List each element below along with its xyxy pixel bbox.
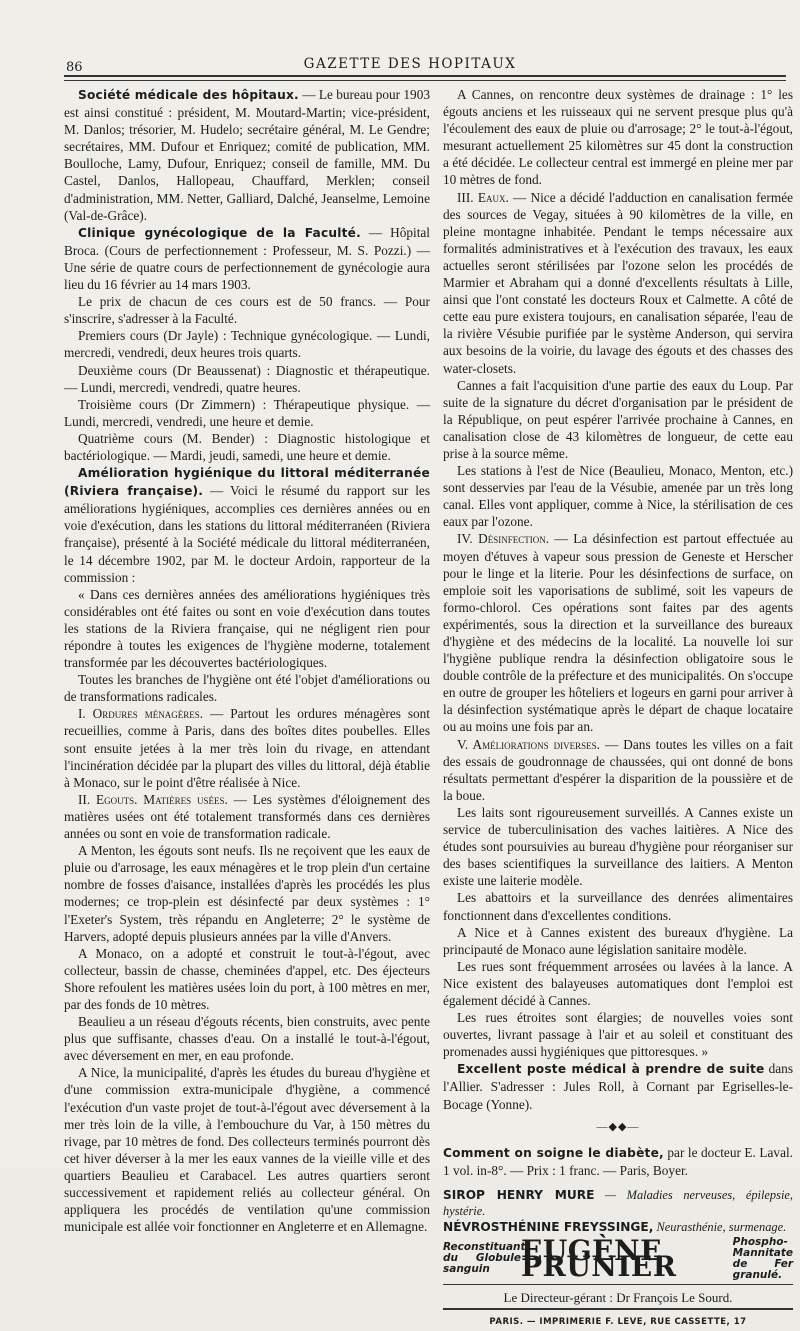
paragraph	[64, 791, 430, 842]
paragraph	[64, 705, 430, 790]
subsection-lead: V. Améliorations diverses.	[457, 736, 600, 752]
paragraph	[443, 1060, 793, 1112]
ad-text: Neurasthénie, surmenage.	[653, 1219, 787, 1234]
ad-text: — Maladies nerveuses, épilepsie, hystérie.	[443, 1187, 793, 1218]
paragraph-text: — Hôpital Broca. (Cours de perfectionnement : Professeur, M. S. Pozzi.) — Une série de quatre cours de perfectionnement de gynécologie aura lieu du 16 février au 14 mars 1903.	[64, 224, 430, 293]
ornament-separator: —◆◆—	[596, 1120, 640, 1133]
paragraph-text: — Partout les ordures ménagères sont recueillies, comme à Paris, dans des boîtes dites poubelles. Elles sont ensuite jetées à la mer très loin du rivage, en attendant l'incinération décidée par la plupart des villes du littoral, déjà établie à Monaco, sur le point d'être réalisée à Nice.	[64, 706, 430, 790]
paragraph	[443, 530, 793, 735]
paragraph: Cannes a fait l'acquisition d'une partie des eaux du Loup. Par suite de la signature du décret d'organisation par le président de la République, on peut espérer l'arrivée prochaine à Cannes, en canalisation close de 43 kilomètres de longueur, de cette eau prise à la source même.	[443, 377, 793, 461]
ad-text: Phospho-Mannitate de Fer granulé.	[732, 1235, 794, 1281]
paragraph: Troisième cours (Dr Zimmern) : Thérapeutique physique. — Lundi, mercredi, vendredi, une heure et demie.	[64, 396, 430, 429]
paragraph-text: — Le bureau pour 1903 est ainsi constitué : président, M. Moutard-Martin; vice-président, M. Danlos; trésorier, M. Hudelo; secrétaire général, M. Le Gendre; secrétaires, MM. Dufour et Enriquez; comité de publication, MM. Boulloche, Lamy, Dufour, Enriquez; conseil de famille, MM. Du Castel, Danlos, Hallopeau, Chauffard, Merklen; conseil d'administration, MM. Netter, Galliard, Dalché, Jeanselme, Lemoine (Val-de-Grâce).	[64, 87, 431, 223]
paragraph	[64, 86, 430, 224]
ad-text: Reconstituant du Globule sanguin	[443, 1241, 526, 1276]
paragraph: A Menton, les égouts sont neufs. Ils ne reçoivent que les eaux de pluie ou d'arrosage, les eaux ménagères et le trop plein d'un certaine nombre de fosses d'aisance, installées d'après les procédés les plus modernes; ce trop-plein est désinfecté par deux systèmes : 1° l'Exeter's System, très répandu en Angleterre; 2° le système de Harvers, adopté depuis plusieurs années par la ville d'Anvers.	[64, 843, 430, 944]
paragraph: Les stations à l'est de Nice (Beaulieu, Monaco, Menton, etc.) sont desservies par l'eau de la Vésubie, amenée par un très long canal. Elles vont appliquer, comme à Nice, la stérilisation de ces eaux par l'ozone.	[443, 463, 793, 530]
section-heading: Amélioration hygiénique du littoral méditerranée (Riviera française).	[64, 466, 430, 499]
paragraph: Beaulieu a un réseau d'égouts récents, bien construits, avec pente plus que suffisante, chasses d'eau. On a installé le tout-à-l'égout, avec déversement en mer, en eau profonde.	[64, 1014, 430, 1064]
paragraph: Premiers cours (Dr Jayle) : Technique gynécologique. — Lundi, mercredi, vendredi, deux heures trois quarts.	[64, 328, 430, 361]
section-heading: Société médicale des hôpitaux.	[78, 88, 299, 102]
paragraph: A Nice, la municipalité, d'après les études du bureau d'hygiène et d'une commission extra-municipale d'hygiène, a commencé l'exécution d'un vaste projet de tout-à-l'égout avec déversement à la mer très loin de la ville, à l'embouchure du Var, à 150 mètres du rivage, par 10 mètres de fond. Des collecteurs terminés pourront dès cet hiver déverser à la mer les eaux vannes de la vieille ville et des quartiers Beaulieu et Carabacel. Les autres quartiers seront successivement et rapidement reliés au collecteur général. On appliquera les procédés de ventilation qu'une commission municipale est allée voir fonctionner en Angleterre et en Allemagne.	[64, 1065, 430, 1235]
page-number: 86	[66, 60, 83, 75]
paragraph: Deuxième cours (Dr Beaussenat) : Diagnostic et thérapeutique. — Lundi, mercredi, vendredi, quatre heures.	[64, 362, 430, 395]
right-column	[443, 86, 793, 1331]
ad-line	[443, 1219, 793, 1235]
paragraph	[64, 224, 430, 293]
left-column	[64, 86, 430, 1235]
paragraph: Les laits sont rigoureusement surveillés. A Cannes existe un service de tuberculinisation des vaches laitières. A Nice des études sont poursuivies au bureau d'hygiène pour réorganiser sur des bases scientifiques la surveillance des laitiers. A Menton existe une laiterie modèle.	[443, 804, 793, 889]
paragraph	[443, 189, 793, 377]
paragraph: A Cannes, on rencontre deux systèmes de drainage : 1° les égouts anciens et les ruisseaux qui ne servent presque plus qu'à l'écoulement des eaux de pluie ou d'arrosage; 2° le tout-à-l'égout, mesurant actuellement 25 kilomètres sur 45 dont la construction a été décidée. Le collecteur central est immergé en pleine mer par 10 mètres de fond.	[443, 87, 793, 188]
ad-brand: NÉVROSTHÉNINE FREYSSINGE,	[443, 1219, 654, 1234]
printer-line: PARIS. — IMPRIMERIE F. LEVE, RUE CASSETTE, 17	[489, 1317, 747, 1327]
paragraph	[443, 1144, 793, 1179]
ad-prunier	[443, 1233, 794, 1285]
publisher-line: Le Directeur-gérant : Dr François Le Sourd.	[443, 1289, 793, 1310]
subsection-lead: IV. Désinfection.	[457, 531, 550, 547]
subsection-lead: I. Ordures ménagères.	[78, 706, 204, 722]
notice-heading: Excellent poste médical à prendre de suite	[457, 1062, 765, 1077]
subsection-lead: III. Eaux.	[457, 189, 509, 205]
paragraph: A Monaco, on a adopté et construit le tout-à-l'égout, avec collecteur, bassin de chasse, cheminées d'appel, etc. Des éjecteurs Shore refoulent les matières usées loin du port, à 100 mètres en mer, par des fonds de 10 mètres.	[64, 945, 430, 1012]
subsection-lead: II. Egouts. Matières usées.	[78, 791, 228, 807]
ad-brand: SIROP HENRY MURE	[443, 1187, 595, 1202]
header-rule	[64, 75, 786, 77]
header-rule-thin	[64, 80, 786, 81]
paragraph-text: — Nice a décidé l'adduction en canalisation fermée des sources de Vegay, situées à 90 kilomètres de la ville, en pleine montagne inhabitée. Pendant le temps nécessaire aux formalités administratives et à l'exécution des travaux, les eaux actuelles seront stérilisées par l'ozone selon les procédés de Marmier et Abraham qui a donné d'excellents résultats à Lille, ainsi que l'ont constaté les docteurs Roux et Calmette. A côté de cette eau pure existera toujours, en canalisation séparée, l'eau de la rivière Vésubie purifiée par le système Anderson, qui servira aux besoins de la voirie, du lavage des égouts et des chasses des water-closets.	[443, 189, 793, 376]
paragraph-text: par le docteur E. Laval. 1 vol. in-8°. — Prix : 1 franc. — Paris, Boyer.	[443, 1144, 793, 1178]
paragraph-text: — Dans toutes les villes on a fait des essais de goudronnage de chaussées, qui ont donné de bons résultats permettant d'espérer la disparition de la poussière et de la boue.	[443, 736, 793, 803]
paragraph	[443, 736, 793, 804]
section-heading: Clinique gynécologique de la Faculté.	[78, 225, 361, 240]
paragraph-text: dans l'Allier. S'adresser : Jules Roll, à Cornant par Egriselles-le-Bocage (Yonne).	[443, 1061, 793, 1112]
ad-brand: EUGÈNE PRUNIER	[521, 1233, 677, 1283]
paragraph: Toutes les branches de l'hygiène ont été l'objet d'améliorations ou de transformations radicales.	[64, 672, 430, 705]
paragraph: Les abattoirs et la surveillance des denrées alimentaires fonctionnent dans d'excellentes conditions.	[443, 890, 793, 923]
paragraph: « Dans ces dernières années des améliorations hygiéniques très considérables ont été faites ou sont en voie d'exécution dans toutes les stations de la Riviera française, qui ne négligent rien pour répondre à toutes les exigences de l'hygiène moderne, totalement transformée par les découvertes bactériologiques.	[64, 586, 430, 671]
paragraph	[64, 464, 430, 586]
paragraph: Quatrième cours (M. Bender) : Diagnostic histologique et bactériologique. — Mardi, jeudi, samedi, une heure et demie.	[64, 430, 430, 463]
paragraph: Les rues étroites sont élargies; de nouvelles voies sont ouvertes, livrant passage à l'air et au soleil et constituant des promenades aussi hygiéniques que pittoresques. »	[443, 1010, 793, 1060]
paragraph: Les rues sont fréquemment arrosées ou lavées à la lance. A Nice existent des balayeuses automatiques dont l'emploi est également décidé à Cannes.	[443, 958, 793, 1008]
paragraph: A Nice et à Cannes existent des bureaux d'hygiène. La principauté de Monaco aune législation sanitaire modèle.	[443, 924, 793, 957]
paragraph-text: — La désinfection est partout effectuée au moyen d'étuves à vapeur sous pression de Geneste et Herscher pour le linge et la literie. Pour les désinfections de surface, on emploie soit les vaporisations de sublimé, soit les vapeurs de formo-chlorol. Ces opérations sont faites par des agents expérimentés, sous la direction et la surveillance des bureaux d'hygiène et des médecins de la localité. La nouvelle loi sur l'hygiène publique rendra la désinfection obligatoire sous le double contrôle de la préfecture et des municipalités. On s'occupe en outre de grouper les hôteliers et logeurs en garni pour arriver à la désinfection systématique après le départ de chaque locataire ou au moins une fois par an.	[443, 531, 794, 735]
paragraph-text: — Voici le résumé du rapport sur les améliorations hygiéniques, accomplies ces dernières années ou en voie d'exécution, dans les stations du littoral méditerranéen (Riviera française), présenté à la Société médicale du littoral méditerranéen, le 14 décembre 1902, par M. le docteur Ardoin, rapporteur de la commission :	[64, 483, 430, 585]
advertisement-block	[443, 1187, 793, 1285]
running-title: GAZETTE DES HOPITAUX	[303, 56, 517, 72]
notice-heading: Comment on soigne le diabète,	[443, 1145, 664, 1160]
ad-line	[443, 1187, 793, 1219]
paragraph: Le prix de chacun de ces cours est de 50 francs. — Pour s'inscrire, s'adresser à la Faculté.	[64, 294, 430, 327]
paragraph-text: — Les systèmes d'éloignement des matières usées ont été totalement transformés dans ces dernières années ou sont en voie de transformation radicale.	[64, 791, 430, 842]
